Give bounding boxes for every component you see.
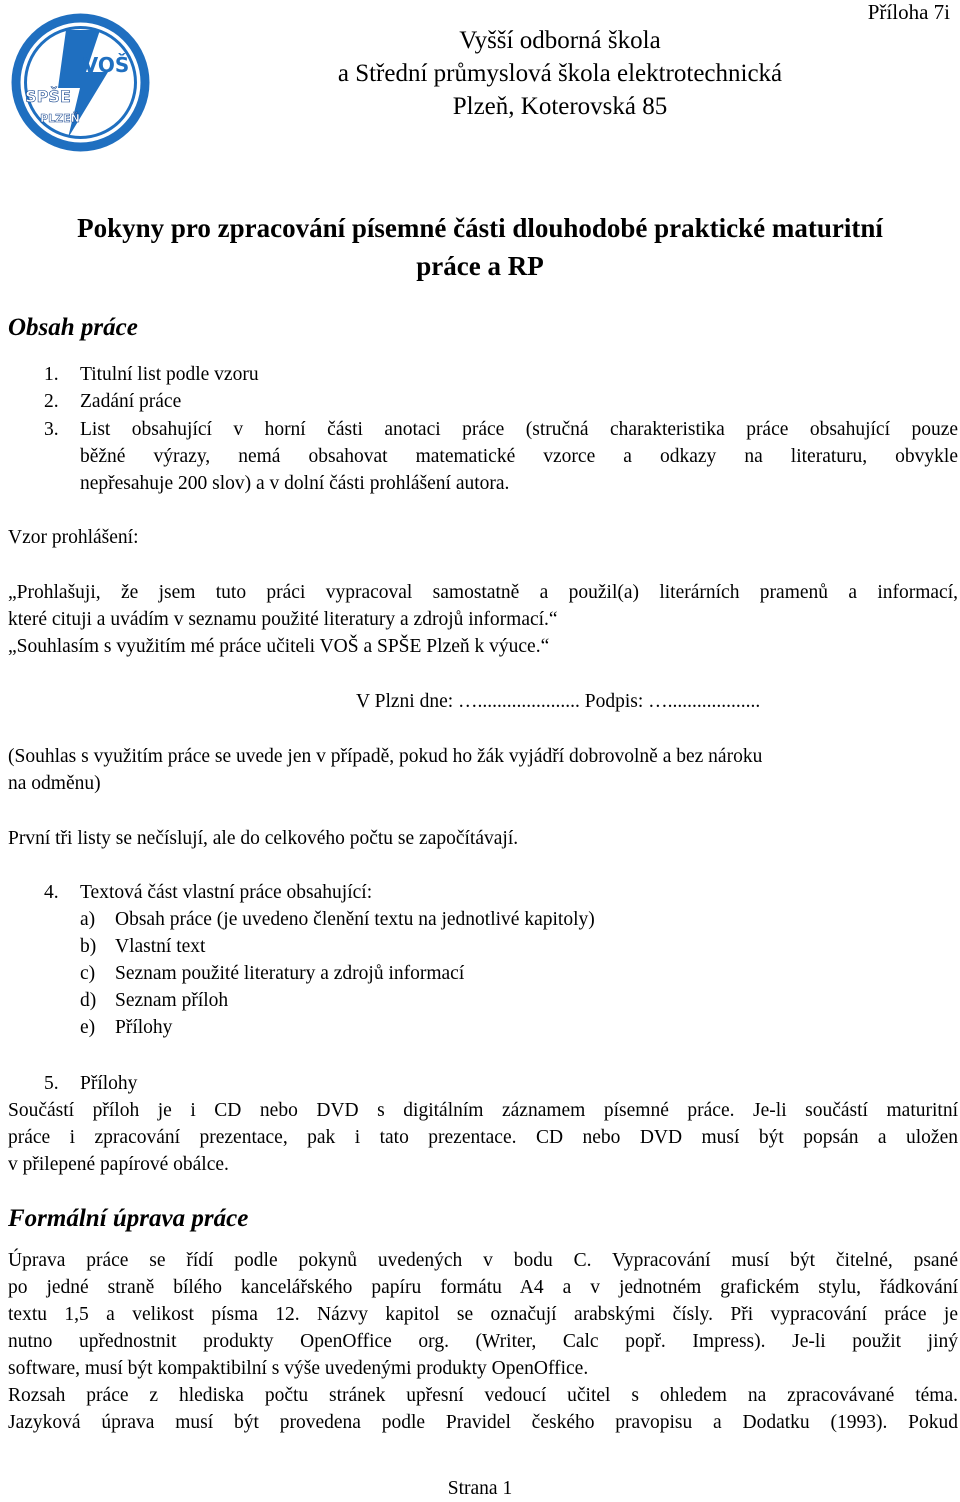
sublist-letter: a) <box>80 909 96 930</box>
school-name-line2: a Střední průmyslová škola elektrotechnická <box>337 60 783 87</box>
sublist-letter: d) <box>80 990 97 1011</box>
declaration-heading: Vzor prohlášení: <box>8 527 139 548</box>
list-number: 1. <box>44 364 59 385</box>
formal-line: nutno upřednostnit produkty OpenOffice org. (Writer, Calc popř. Impress). Je-li použit jiný <box>8 1331 958 1352</box>
page-number: Strana 1 <box>447 1478 513 1499</box>
sublist-letter: c) <box>80 963 96 984</box>
declaration-line: „Souhlasím s využitím mé práce učiteli VOŠ a SPŠE Plzeň k výuce.“ <box>8 636 550 657</box>
formal-line: Úprava práce se řídí podle pokynů uvedených v bodu C. Vypracování musí být čitelné, psané <box>8 1250 958 1271</box>
document-title-line1: Pokyny pro zpracování písemné části dlouhodobé praktické maturitní <box>77 213 883 243</box>
logo-vos-text: VOŠ <box>82 53 130 77</box>
attachments-line: Součástí příloh je i CD nebo DVD s digitálním záznamem písemné práce. Je-li součástí maturitní <box>8 1100 958 1121</box>
consent-note-line: (Souhlas s využitím práce se uvede jen v případě, pokud ho žák vyjádří dobrovolně a bez nároku <box>8 746 763 767</box>
list-number: 4. <box>44 882 59 903</box>
formal-line: textu 1,5 a velikost písma 12. Názvy kapitol se označují arabskými čísly. Při vypracování práce je <box>8 1304 958 1325</box>
attachments-line: v přilepené papírové obálce. <box>8 1154 229 1175</box>
list-item: Titulní list podle vzoru <box>80 364 259 385</box>
formal-heading: Formální úprava práce <box>8 1205 249 1232</box>
formal-line: po jedné straně bílého kancelářského papíru formátu A4 a v jednotném grafickém stylu, řádkování <box>8 1277 958 1298</box>
sublist-item: Vlastní text <box>115 936 206 957</box>
consent-note-line: na odměnu) <box>8 773 101 794</box>
document-title-line2: práce a RP <box>416 251 544 281</box>
list-item-line: List obsahující v horní části anotaci práce (stručná charakteristika práce obsahující pouze <box>80 419 958 440</box>
sublist-item: Obsah práce (je uvedeno členění textu na jednotlivé kapitoly) <box>115 909 595 930</box>
list-item-line: nepřesahuje 200 slov) a v dolní části prohlášení autora. <box>80 473 510 494</box>
school-name-line1: Vyšší odborná škola <box>459 27 661 54</box>
declaration-line: „Prohlašuji, že jsem tuto práci vypracoval samostatně a použil(a) literárních pramenů a informací, <box>8 582 958 603</box>
sublist-letter: e) <box>80 1017 96 1038</box>
list-number: 2. <box>44 391 59 412</box>
formal-line: Rozsah práce z hlediska počtu stránek upřesní vedoucí učitel s ohledem na zpracovávané téma. <box>8 1385 958 1406</box>
first-pages-note: První tři listy se nečíslují, ale do celkového počtu se započítávají. <box>8 828 519 849</box>
sublist-item: Seznam použité literatury a zdrojů informací <box>115 963 465 984</box>
attachments-title: Přílohy <box>80 1073 138 1094</box>
signature-line: V Plzni dne: …..................... Podpis: …................... <box>356 691 761 712</box>
formal-line: Jazyková úprava musí být provedena podle Pravidel českého pravopisu a Dodatku (1993). Pokud <box>8 1412 958 1433</box>
sublist-item: Přílohy <box>115 1017 173 1038</box>
sublist-letter: b) <box>80 936 97 957</box>
school-logo <box>8 10 153 155</box>
contents-heading: Obsah práce <box>8 314 138 341</box>
formal-line: software, musí být kompaktibilní s výše uvedenými produkty OpenOffice. <box>8 1358 589 1379</box>
text-part-title: Textová část vlastní práce obsahující: <box>80 882 373 903</box>
list-number: 5. <box>44 1073 59 1094</box>
school-address: Plzeň, Koterovská 85 <box>452 93 668 120</box>
logo-spse-text: SPŠE <box>25 87 71 106</box>
attachments-line: práce i zpracování prezentace, pak i tato prezentace. CD nebo DVD musí být popsán a uložen <box>8 1127 958 1148</box>
annex-label: Příloha 7i <box>867 0 950 24</box>
list-item: Zadání práce <box>80 391 182 412</box>
list-number: 3. <box>44 419 59 440</box>
declaration-line: které cituji a uvádím v seznamu použité literatury a zdrojů informací.“ <box>8 609 558 630</box>
list-item-line: běžné výrazy, nemá obsahovat matematické vzorce a odkazy na literaturu, obvykle <box>80 446 958 467</box>
logo-city-text: PLZEŇ <box>40 112 80 125</box>
sublist-item: Seznam příloh <box>115 990 229 1011</box>
